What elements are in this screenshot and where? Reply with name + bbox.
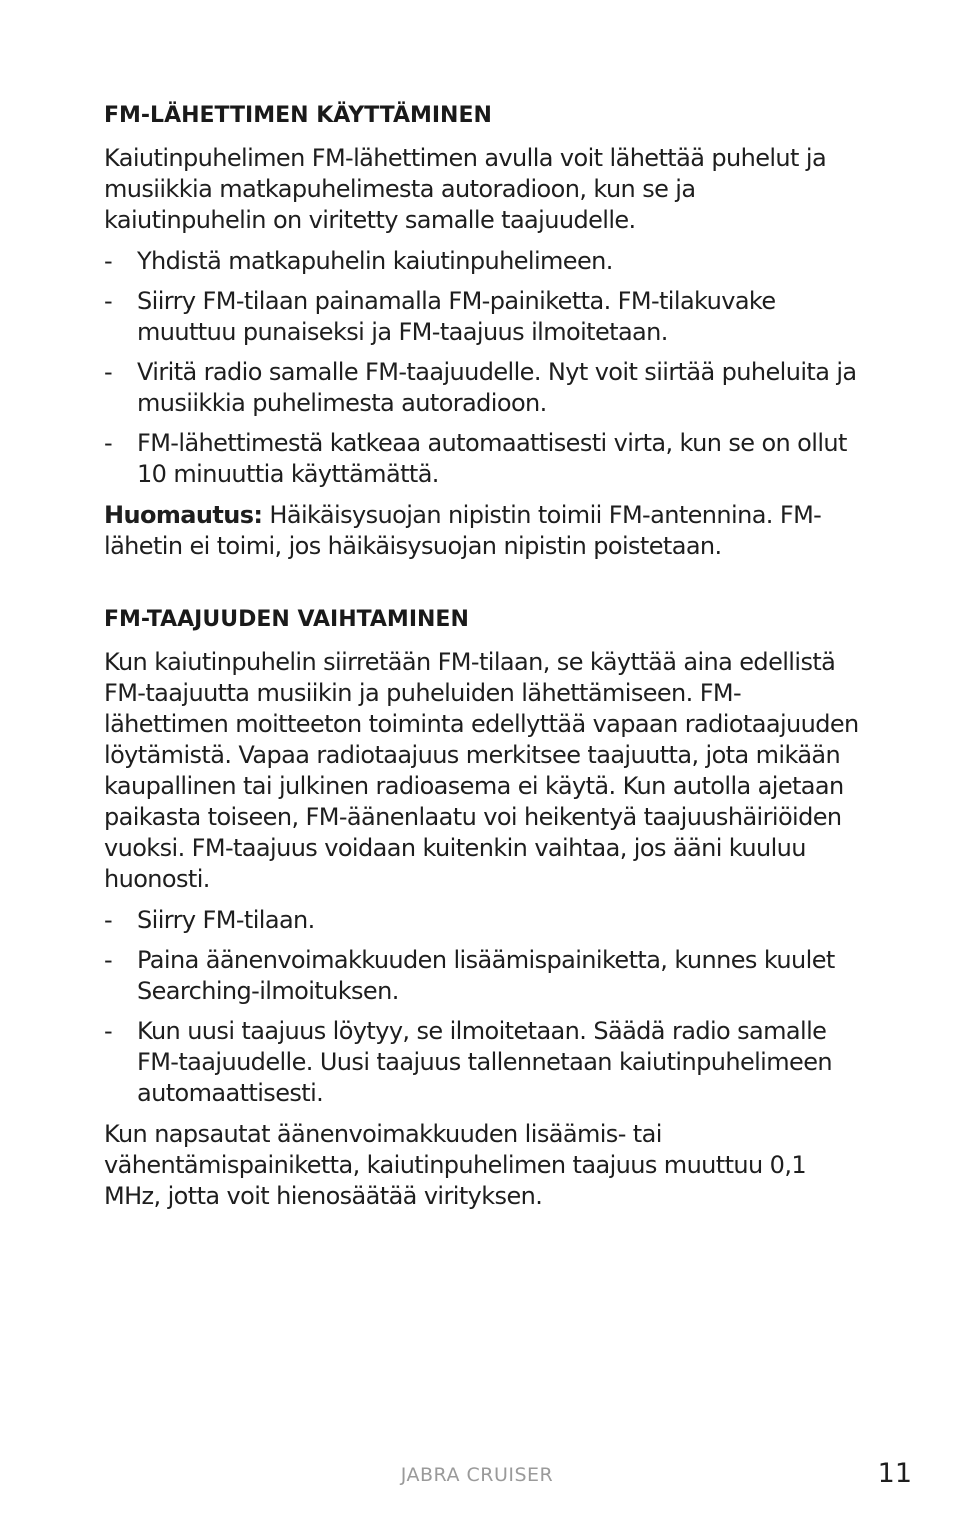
list-marker: - (104, 906, 113, 934)
list-item-text: Kun uusi taajuus löytyy, se ilmoitetaan. Säädä radio samalle FM-taajuudelle. Uusi taajuus tallennetaan kaiutinpuhelimeen automaattisesti. (137, 1017, 832, 1107)
page-content (104, 100, 864, 1222)
instruction-list (104, 246, 864, 490)
section-fm-transmitter (104, 100, 864, 562)
list-item-text: Paina äänenvoimakkuuden lisäämispainiketta, kunnes kuulet Searching-ilmoituksen. (137, 946, 835, 1005)
list-marker: - (104, 946, 113, 974)
list-item (104, 945, 864, 1007)
list-item (104, 428, 864, 490)
list-item-text: FM-lähettimestä katkeaa automaattisesti virta, kun se on ollut 10 minuuttia käyttämättä. (137, 429, 847, 488)
list-item (104, 905, 864, 936)
list-marker: - (104, 1017, 113, 1045)
list-marker: - (104, 429, 113, 457)
list-item (104, 246, 864, 277)
section-fm-frequency (104, 604, 864, 1212)
section-heading: FM-LÄHETTIMEN KÄYTTÄMINEN (104, 103, 492, 128)
footer-brand: JABRA CRUISER (400, 1464, 554, 1486)
note-text: Häikäisysuojan nipistin toimii FM-antennina. FM-lähetin ei toimi, jos häikäisysuojan nipistin poistetaan. (104, 501, 822, 560)
list-marker: - (104, 358, 113, 386)
note-label: Huomautus: (104, 501, 263, 529)
list-item (104, 1016, 864, 1109)
note (104, 500, 864, 562)
section-intro: Kun kaiutinpuhelin siirretään FM-tilaan, se käyttää aina edellistä FM-taajuutta musiikin ja puheluiden lähettämiseen. FM-lähettimen moitteeton toiminta edellyttää vapaan radiotaajuuden löytämistä. Vapaa radiotaajuus merkitsee taajuutta, jota mikään kaupallinen tai julkinen radioasema ei käytä. Kun autolla ajetaan paikasta toiseen, FM-äänenlaatu voi heikentyä taajuushäiriöiden vuoksi. FM-taajuus voidaan kuitenkin vaihtaa, jos ääni kuuluu huonosti. (104, 648, 859, 893)
list-item-text: Siirry FM-tilaan painamalla FM-painiketta. FM-tilakuvake muuttuu punaiseksi ja FM-taajuus ilmoitetaan. (137, 287, 776, 346)
section-outro: Kun napsautat äänenvoimakkuuden lisäämis- tai vähentämispainiketta, kaiutinpuhelimen taajuus muuttuu 0,1 MHz, jotta voit hienosäätää virityksen. (104, 1120, 807, 1210)
page-number: 11 (877, 1458, 912, 1489)
section-heading: FM-TAAJUUDEN VAIHTAMINEN (104, 607, 469, 632)
list-item-text: Siirry FM-tilaan. (137, 906, 315, 934)
list-marker: - (104, 247, 113, 275)
list-marker: - (104, 287, 113, 315)
section-intro: Kaiutinpuhelimen FM-lähettimen avulla voit lähettää puhelut ja musiikkia matkapuhelimesta autoradioon, kun se ja kaiutinpuhelin on viritetty samalle taajuudelle. (104, 144, 827, 234)
list-item (104, 286, 864, 348)
list-item-text: Viritä radio samalle FM-taajuudelle. Nyt voit siirtää puheluita ja musiikkia puhelimesta autoradioon. (137, 358, 857, 417)
instruction-list (104, 905, 864, 1109)
list-item-text: Yhdistä matkapuhelin kaiutinpuhelimeen. (137, 247, 613, 275)
list-item (104, 357, 864, 419)
